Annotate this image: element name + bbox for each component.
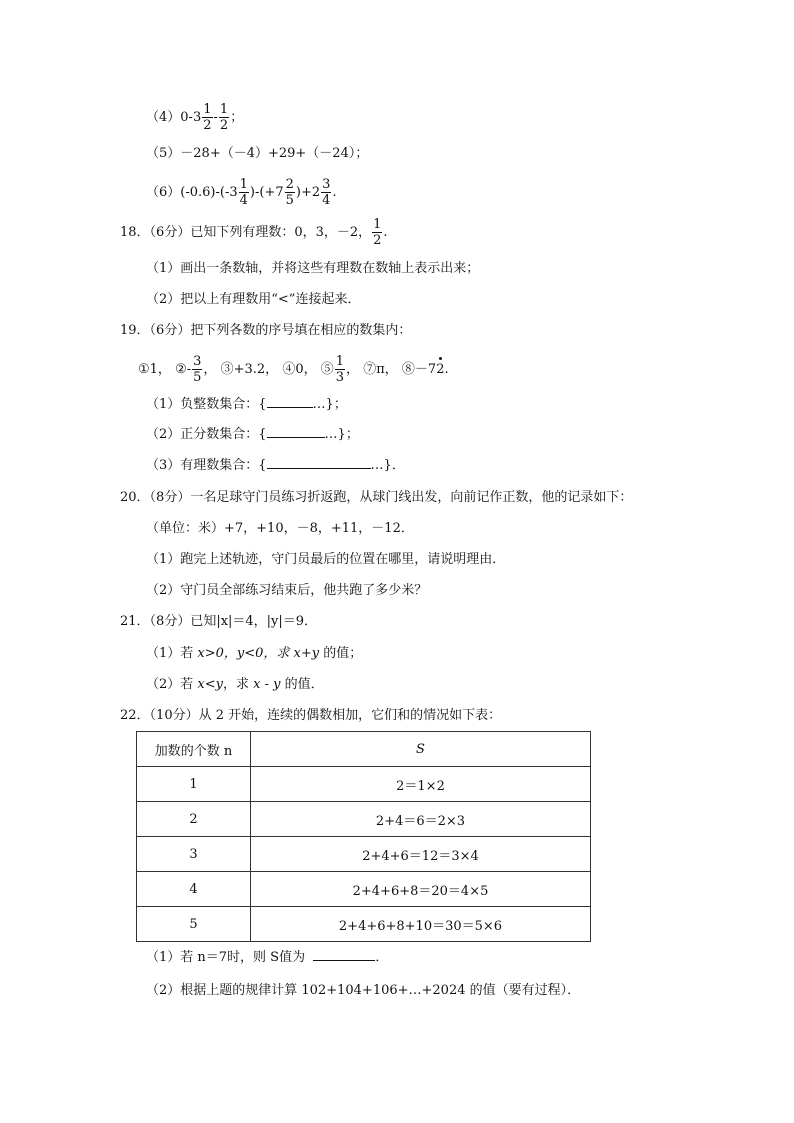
repeating-decimal-digit: 2 [436, 360, 444, 380]
q17-item6: （6）(-0.6)-(-3 $\frac{1}{4}$ )-(+7 $\frac{2}{5}$ )+2 $\frac{3}{4}$ . [146, 177, 337, 208]
fraction: $\frac{3}{5}$ [193, 354, 202, 385]
table-row: 4 2+4+6+8＝20＝4×5 [137, 872, 591, 907]
q22-stem: 22．（10分）从 2 开始，连续的偶数相加，它们和的情况如下表： [120, 708, 502, 723]
q20-data: （单位：米）+7，+10，－8，+11，－12． [146, 521, 414, 536]
fraction: $\frac{1}{4}$ [239, 177, 248, 208]
table-row: 1 2＝1×2 [137, 767, 591, 802]
fraction: $\frac{2}{5}$ [285, 177, 294, 208]
q22-sub1: （1）若 n＝7时，则 S值为 ． [146, 950, 389, 965]
fraction: $\frac{1}{2}$ [373, 217, 382, 248]
answer-blank[interactable] [267, 456, 371, 469]
q19-set3: （3）有理数集合：{ …}． [146, 458, 405, 473]
answer-blank[interactable] [313, 948, 375, 961]
fraction: $\frac{3}{4}$ [322, 177, 331, 208]
q21-sub2: （2）若 x<y，求 x - y 的值． [146, 677, 324, 692]
fraction: $\frac{1}{3}$ [335, 354, 345, 385]
q19-set1: （1）负整数集合：{ …}； [146, 397, 347, 412]
table-row: 3 2+4+6＝12＝3×4 [137, 837, 591, 872]
q18-sub2: （2）把以上有理数用“<”连接起来． [146, 292, 361, 307]
q18-sub1: （1）画出一条数轴，并将这些有理数在数轴上表示出来； [146, 261, 480, 276]
table-row: 2 2+4＝6＝2×3 [137, 802, 591, 837]
column-header-s: S [251, 732, 591, 767]
column-header-n: 加数的个数 n [137, 732, 251, 767]
fraction: $\frac{1}{2}$ [203, 102, 212, 133]
sum-table [136, 731, 591, 942]
q19-stem: 19．（6分）把下列各数的序号填在相应的数集内： [120, 323, 412, 338]
q21-stem: 21．（8分）已知|x|＝4，|y|＝9． [120, 614, 318, 629]
q21-sub1: （1）若 x>0，y<0，求 x+y 的值； [146, 646, 363, 661]
q20-sub1: （1）跑完上述轨迹，守门员最后的位置在哪里，请说明理由． [146, 552, 506, 567]
answer-blank[interactable] [267, 425, 325, 438]
table-row: 5 2+4+6+8+10＝30＝5×6 [137, 907, 591, 942]
q17-item5: （5）－28+（－4）+29+（－24）； [146, 146, 369, 161]
fraction: $\frac{1}{2}$ [219, 102, 229, 133]
table-header-row [137, 732, 591, 767]
q20-stem: 20．（8分）一名足球守门员练习折返跑，从球门线出发，向前记作正数，他的记录如下： [120, 490, 633, 505]
q20-sub2: （2）守门员全部练习结束后，他共跑了多少米？ [146, 583, 428, 598]
q22-sub2: （2）根据上题的规律计算 102+104+106+…+2024 的值（要有过程）． [146, 983, 581, 998]
q18-stem: 18．（6分）已知下列有理数：0，3，－2， $\frac{1}{2}$ . [120, 217, 388, 248]
q19-items: ①1， ②- $\frac{3}{5}$ ， ③+3.2， ④0， ⑤ $\frac{1}{3}$ ， ⑦π， ⑧－72. [138, 354, 449, 385]
answer-blank[interactable] [267, 395, 313, 408]
q17-item4: （4）0-3 $\frac{1}{2}$ - $\frac{1}{2}$ ； [146, 102, 244, 133]
q19-set2: （2）正分数集合：{ …}； [146, 427, 359, 442]
